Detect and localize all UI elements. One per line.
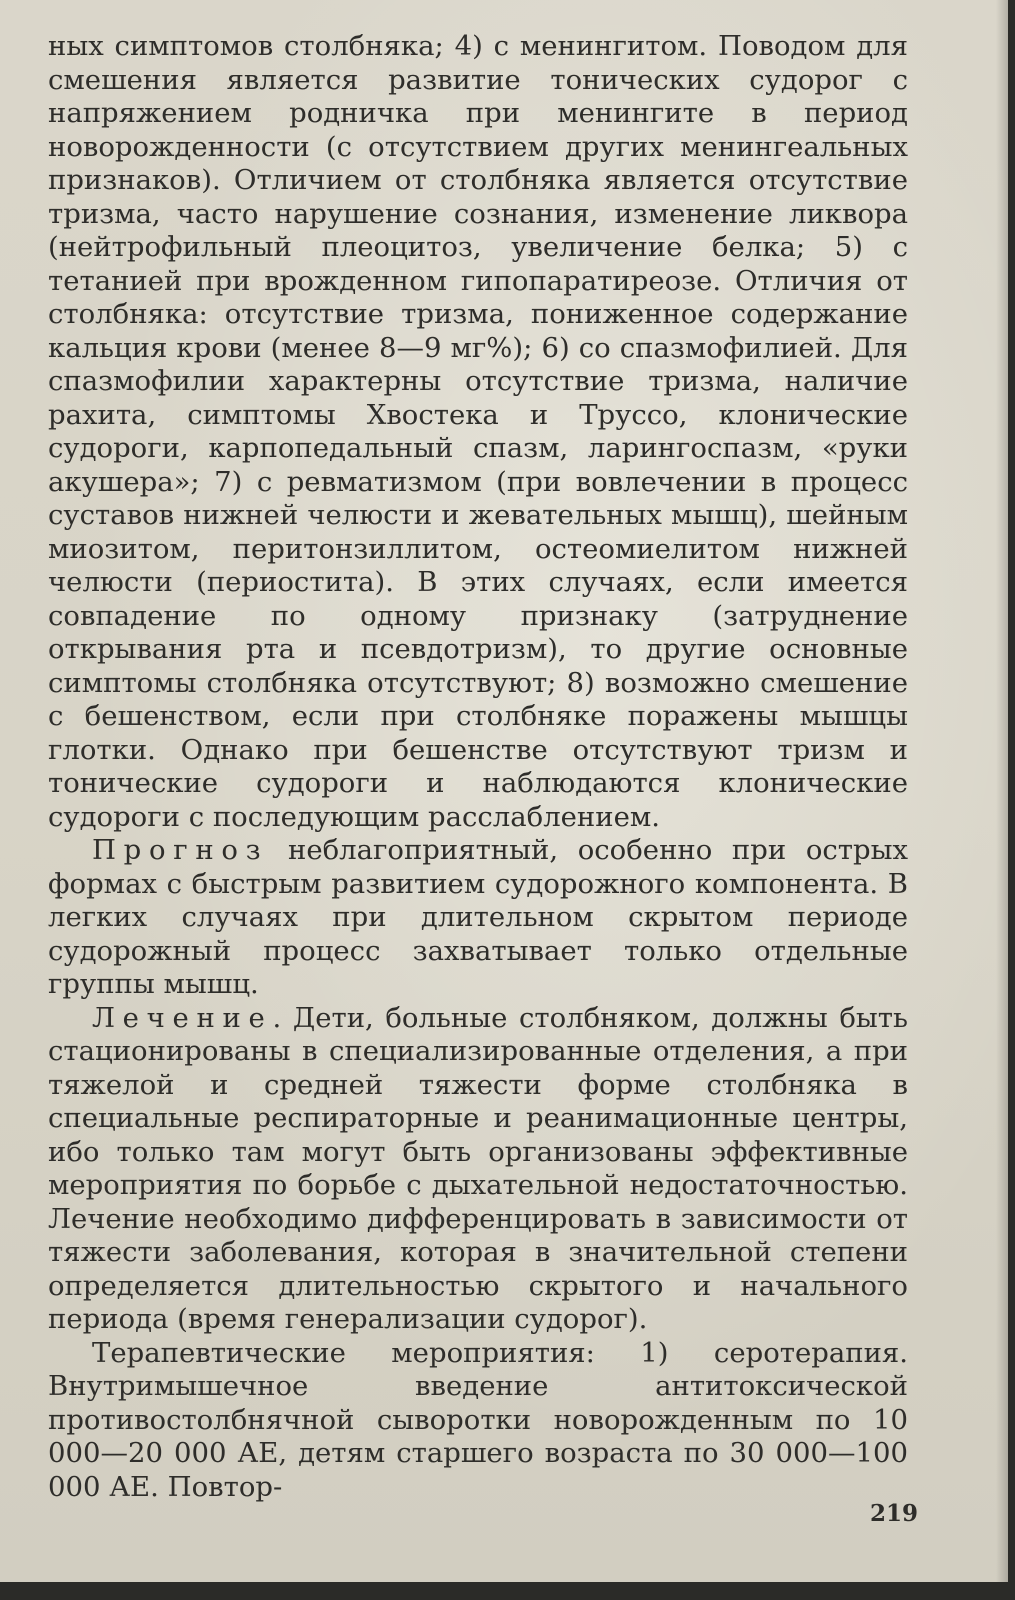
- prognosis-heading: Прогноз: [92, 834, 269, 866]
- paragraph-text: неблагоприятный, особенно при острых формах с быстрым развитием судорожного компонента. В легких случаях при длительном скрытом периоде судорожный процесс захватывает только отдельные группы мышц.: [48, 834, 908, 1000]
- page-number: 219: [870, 1500, 919, 1527]
- treatment-heading: Лечение: [92, 1001, 273, 1034]
- page-body-text: [48, 30, 908, 1504]
- paragraph-prognosis: [48, 834, 908, 1002]
- paragraph-text: ных симптомов столбняка; 4) с менингитом. Поводом для смешения является развитие тонических судорог с напряжением родничка при менингите в период новорожденности (с отсутствием других менингеальных признаков). Отличием от столбняка является отсутствие тризма, часто нарушение сознания, изменение ликвора (нейтрофильный плеоцитоз, увеличение белка; 5) с тетанией при врожденном гипопаратиреозе. Отличия от столбняка: отсутствие тризма, пониженное содержание кальция крови (менее 8—9 мг%); 6) со спазмофилией. Для спазмофилии характерны отсутствие тризма, наличие рахита, симптомы Хвостека и Труссо, клонические судороги, карпопедальный спазм, ларингоспазм, «руки акушера»; 7) с ревматизмом (при вовлечении в процесс суставов нижней челюсти и жевательных мышц), шейным миозитом, перитонзиллитом, остеомиелитом нижней челюсти (периостита). В этих случаях, если имеется совпадение по одному признаку (затруднение открывания рта и псевдотризм), то другие основные симптомы столбняка отсутствуют; 8) возможно смешение с бешенством, если при столбняке поражены мышцы глотки. Однако при бешенстве отсутствуют тризм и тонические судороги и наблюдаются клонические судороги с последующим расслаблением.: [48, 30, 908, 833]
- paragraph-differential-diagnosis: [48, 30, 908, 834]
- page-edge-shadow: [996, 0, 1008, 1582]
- paragraph-therapeutic-measures: [48, 1337, 908, 1505]
- paragraph-text: . Дети, больные столбняком, должны быть стационированы в специализированные отделения, а при тяжелой и средней тяжести форме столбняка в специальные респираторные и реанимационные центры, ибо только там могут быть организованы эффективные мероприятия по борьбе с дыхательной недостаточностью. Лечение необходимо дифференцировать в зависимости от тяжести заболевания, которая в значительной степени определяется длительностью скрытого и начального периода (время генерализации судорог).: [48, 1001, 908, 1335]
- paragraph-treatment: [48, 1002, 908, 1337]
- paragraph-text: Терапевтические мероприятия: 1) серотерапия. Внутримышечное введение антитоксической противостолбнячной сыворотки новорожденным по 10 000—20 000 АЕ, детям старшего возраста по 30 000—100 000 АЕ. Повтор-: [48, 1336, 908, 1503]
